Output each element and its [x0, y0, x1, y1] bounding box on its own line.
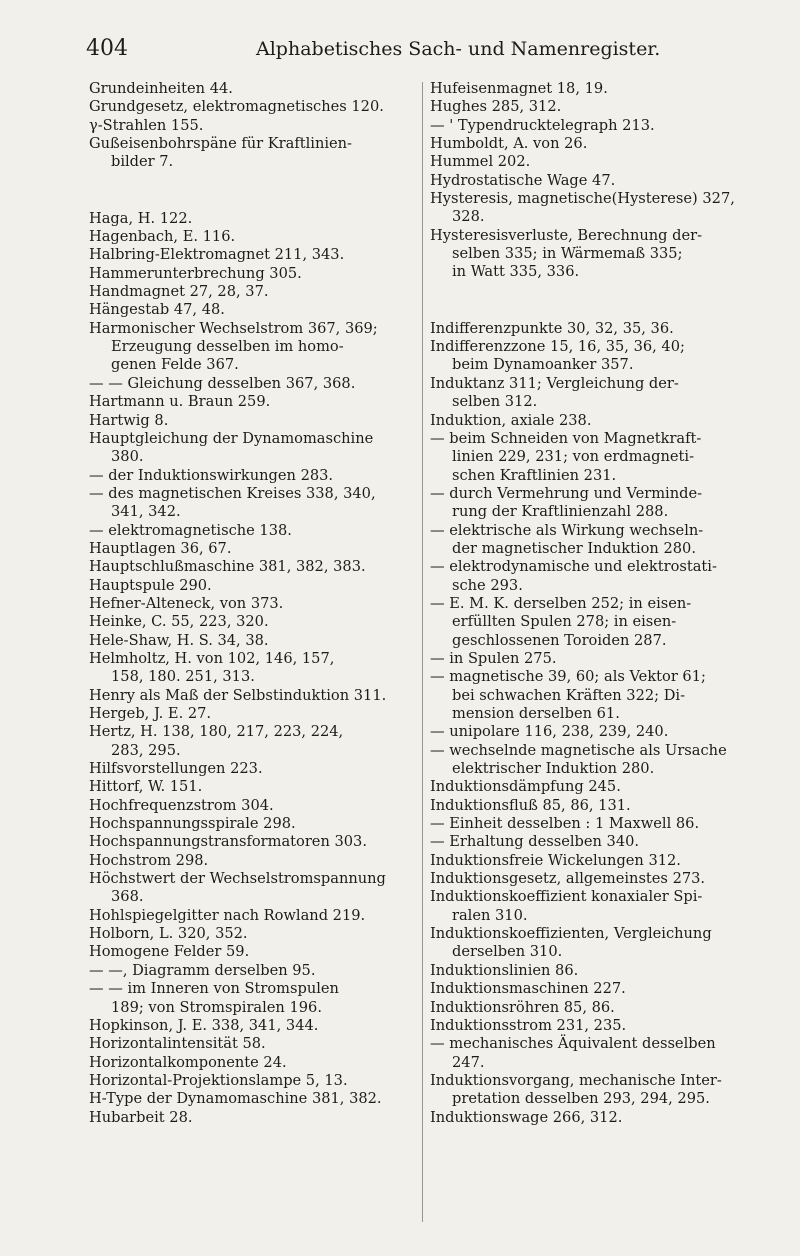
index-entry-continuation: 158, 180. 251, 313. [111, 668, 255, 686]
index-entry-line: Horizontalintensität 58. [89, 1035, 266, 1053]
index-entry-line: Induktionsgesetz, allgemeinstes 273. [430, 870, 706, 888]
index-entry [89, 1109, 419, 1127]
index-entry [430, 190, 770, 227]
index-entry [89, 301, 419, 319]
index-entry [430, 888, 770, 925]
index-entry-line: Induktionsdämpfung 245. [430, 778, 621, 796]
index-entry [430, 135, 770, 153]
index-entry [89, 228, 419, 246]
index-entry [89, 577, 419, 595]
index-entry-continuation: ralen 310. [452, 906, 528, 924]
index-entry-continuation: linien 229, 231; von erdmagneti- [452, 448, 695, 466]
index-entry-line: Hochspannungsspirale 298. [89, 815, 296, 833]
index-entry-line: Hysteresisverluste, Berechnung der- [430, 226, 703, 244]
index-entry [430, 80, 770, 98]
index-entry-line: Indifferenzzone 15, 16, 35, 36, 40; [430, 338, 685, 356]
index-entry-continuation: bilder 7. [111, 153, 174, 171]
index-entry-line: — beim Schneiden von Magnetkraft- [430, 429, 702, 447]
index-entry [430, 595, 770, 650]
index-entry [430, 430, 770, 485]
index-entry [89, 650, 419, 687]
index-entry [89, 980, 419, 1017]
index-entry [430, 227, 770, 282]
index-entry [430, 1072, 770, 1109]
index-entry-line: — —, Diagramm derselben 95. [89, 961, 316, 979]
index-entry [89, 1090, 419, 1108]
index-entry [89, 283, 419, 301]
index-entry [430, 833, 770, 851]
index-entry-line: Induktion, axiale 238. [430, 411, 592, 429]
index-entry-continuation: geschlossenen Toroiden 287. [452, 631, 667, 649]
index-entry [89, 117, 419, 135]
index-entry-line: Induktionslinien 86. [430, 961, 579, 979]
index-entry-line: — E. M. K. derselben 252; in eisen- [430, 594, 692, 612]
index-entry-line: — unipolare 116, 238, 239, 240. [430, 723, 669, 741]
index-entry-line: Induktionswage 266, 312. [430, 1108, 623, 1126]
index-entry [430, 852, 770, 870]
index-entry-continuation: 341, 342. [111, 503, 181, 521]
index-entry-line: Induktionskoeffizienten, Vergleichung [430, 925, 712, 943]
index-entry [89, 962, 419, 980]
index-entry [89, 1054, 419, 1072]
index-entry-line: Induktionsstrom 231, 235. [430, 1016, 627, 1034]
index-entry-line: — ' Typendrucktelegraph 213. [430, 116, 655, 134]
index-entry-line: Grundeinheiten 44. [89, 80, 233, 97]
index-entry-line: — wechselnde magnetische als Ursache [430, 741, 727, 759]
index-entry [89, 925, 419, 943]
index-entry [430, 375, 770, 412]
index-entry [89, 375, 419, 393]
index-entry-line: Hubarbeit 28. [89, 1108, 193, 1126]
index-entry [89, 687, 419, 705]
index-entry-line: Hefner-Alteneck, von 373. [89, 594, 284, 612]
index-entry-line: — in Spulen 275. [430, 649, 557, 667]
index-entry-line: — — Gleichung desselben 367, 368. [89, 374, 356, 392]
index-entry [430, 797, 770, 815]
index-entry-line: γ-Strahlen 155. [89, 116, 204, 134]
section-gap [430, 282, 770, 320]
index-entry [430, 117, 770, 135]
index-entry [89, 1017, 419, 1035]
index-entry [89, 412, 419, 430]
index-entry [89, 80, 419, 98]
page-number: 404 [86, 36, 128, 61]
index-entry [430, 815, 770, 833]
index-entry-continuation: 189; von Stromspiralen 196. [111, 998, 322, 1016]
index-entry [430, 153, 770, 171]
index-entry-line: Indifferenzpunkte 30, 32, 35, 36. [430, 319, 674, 337]
index-entry-line: Hagenbach, E. 116. [89, 228, 236, 246]
index-entry [430, 650, 770, 668]
index-entry [430, 925, 770, 962]
index-entry [89, 467, 419, 485]
index-entry [430, 962, 770, 980]
index-entry [430, 980, 770, 998]
index-entry-continuation: bei schwachen Kräften 322; Di- [452, 686, 686, 704]
index-entry-line: Halbring-Elektromagnet 211, 343. [89, 246, 345, 264]
index-entry-line: Horizontal-Projektionslampe 5, 13. [89, 1071, 348, 1089]
index-entry-line: Induktionsröhren 85, 86. [430, 998, 615, 1016]
index-entry [89, 393, 419, 411]
index-entry-line: Hartwig 8. [89, 411, 169, 429]
index-entry-line: Induktionsmaschinen 227. [430, 980, 626, 998]
index-entry [430, 172, 770, 190]
index-entry-continuation: pretation desselben 293, 294, 295. [452, 1090, 710, 1108]
index-entry [89, 705, 419, 723]
index-entry [89, 760, 419, 778]
running-title: Alphabetisches Sach- und Namenregister. [256, 38, 661, 60]
index-entry-line: Hilfsvorstellungen 223. [89, 760, 263, 778]
index-entry-line: Grundgesetz, elektromagnetisches 120. [89, 98, 384, 116]
index-entry-line: Homogene Felder 59. [89, 943, 250, 961]
index-entry-line: Haga, H. 122. [89, 209, 193, 227]
index-entry [89, 558, 419, 576]
index-entry-line: Helmholtz, H. von 102, 146, 157, [89, 649, 335, 667]
index-entry [89, 540, 419, 558]
index-entry [89, 632, 419, 650]
index-entry-line: Horizontalkomponente 24. [89, 1053, 287, 1071]
index-entry-line: Humboldt, A. von 26. [430, 135, 588, 153]
index-entry-line: Hertz, H. 138, 180, 217, 223, 224, [89, 723, 344, 741]
index-entry-line: Hohlspiegelgitter nach Rowland 219. [89, 906, 366, 924]
index-entry-continuation: erfüllten Spulen 278; in eisen- [452, 613, 677, 631]
index-entry [430, 412, 770, 430]
index-entry-line: — magnetische 39, 60; als Vektor 61; [430, 668, 706, 686]
index-entry [430, 668, 770, 723]
index-entry-line: Hauptspule 290. [89, 576, 212, 594]
index-entry-line: Hummel 202. [430, 153, 531, 171]
index-entry [89, 135, 419, 172]
index-entry-continuation: schen Kraftlinien 231. [452, 466, 617, 484]
index-entry [430, 1017, 770, 1035]
index-entry [89, 98, 419, 116]
index-entry-continuation: beim Dynamoanker 357. [452, 356, 634, 374]
index-entry [430, 558, 770, 595]
index-entry-line: Hauptschlußmaschine 381, 382, 383. [89, 558, 366, 576]
index-entry-line: Hochstrom 298. [89, 851, 209, 869]
index-entry-continuation: der magnetischer Induktion 280. [452, 539, 696, 557]
index-entry [89, 430, 419, 467]
index-entry-continuation: Erzeugung desselben im homo- [111, 338, 344, 356]
index-entry [89, 485, 419, 522]
index-entry-line: Hughes 285, 312. [430, 98, 562, 116]
column-divider [422, 82, 423, 1222]
index-entry [89, 907, 419, 925]
index-entry-continuation: 380. [111, 448, 144, 466]
index-entry-continuation: elektrischer Induktion 280. [452, 760, 655, 778]
index-entry [430, 778, 770, 796]
index-entry-line: — Erhaltung desselben 340. [430, 833, 640, 851]
index-entry [89, 778, 419, 796]
index-entry-line: Handmagnet 27, 28, 37. [89, 283, 269, 301]
index-entry [430, 742, 770, 779]
index-entry-line: — des magnetischen Kreises 338, 340, [89, 484, 376, 502]
index-entry [89, 870, 419, 907]
index-entry-continuation: 283, 295. [111, 741, 181, 759]
index-column-left [89, 80, 419, 1127]
index-entry-line: Gußeisenbohrspäne für Kraftlinien- [89, 135, 352, 153]
index-entry-line: Hydrostatische Wage 47. [430, 171, 616, 189]
index-entry-line: Hochspannungstransformatoren 303. [89, 833, 367, 851]
index-entry [430, 1035, 770, 1072]
index-entry-line: Hele-Shaw, H. S. 34, 38. [89, 631, 269, 649]
index-entry-continuation: 328. [452, 208, 485, 226]
index-entry [89, 852, 419, 870]
index-entry-line: Induktionsfluß 85, 86, 131. [430, 796, 631, 814]
index-entry [89, 613, 419, 631]
index-entry-line: Induktanz 311; Vergleichung der- [430, 374, 679, 392]
index-entry-continuation: selben 335; in Wärmemaß 335; [452, 245, 683, 263]
index-entry-line: — elektromagnetische 138. [89, 521, 292, 539]
index-entry [89, 1035, 419, 1053]
index-entry-line: Heinke, C. 55, 223, 320. [89, 613, 269, 631]
index-entry-line: Induktionsvorgang, mechanische Inter- [430, 1071, 722, 1089]
index-entry [89, 943, 419, 961]
index-entry-continuation: in Watt 335, 336. [452, 263, 580, 281]
index-entry-continuation: rung der Kraftlinienzahl 288. [452, 503, 669, 521]
index-entry-line: — elektrodynamische und elektrostati- [430, 558, 717, 576]
index-entry-line: Hängestab 47, 48. [89, 301, 225, 319]
index-entry-line: — durch Vermehrung und Verminde- [430, 484, 703, 502]
index-entry [430, 870, 770, 888]
index-entry-line: Hartmann u. Braun 259. [89, 393, 271, 411]
page-header [86, 36, 726, 62]
index-entry-line: Höchstwert der Wechselstromspannung [89, 870, 386, 888]
index-entry [89, 595, 419, 613]
index-entry-line: — der Induktionswirkungen 283. [89, 466, 334, 484]
index-entry-line: — Einheit desselben : 1 Maxwell 86. [430, 815, 700, 833]
index-entry [89, 265, 419, 283]
index-entry-line: Henry als Maß der Selbstinduktion 311. [89, 686, 387, 704]
index-entry [89, 723, 419, 760]
index-entry-continuation: mension derselben 61. [452, 705, 620, 722]
index-entry [89, 246, 419, 264]
index-entry-continuation: genen Felde 367. [111, 356, 239, 374]
index-entry [89, 522, 419, 540]
index-entry [430, 1109, 770, 1127]
index-entry-line: Hammerunterbrechung 305. [89, 264, 302, 282]
index-entry-line: — elektrische als Wirkung wechseln- [430, 521, 704, 539]
index-entry [430, 98, 770, 116]
index-entry-line: Induktionsfreie Wickelungen 312. [430, 851, 681, 869]
index-entry [89, 210, 419, 228]
section-gap [89, 172, 419, 210]
index-entry-line: Harmonischer Wechselstrom 367, 369; [89, 319, 378, 337]
index-entry-line: Holborn, L. 320, 352. [89, 925, 248, 943]
index-entry-line: — mechanisches Äquivalent desselben [430, 1035, 716, 1053]
index-entry [89, 833, 419, 851]
index-entry-line: Induktionskoeffizient konaxialer Spi- [430, 888, 703, 906]
index-entry-continuation: selben 312. [452, 393, 538, 411]
index-entry [430, 320, 770, 338]
index-entry-line: Hauptlagen 36, 67. [89, 539, 232, 557]
index-entry [89, 1072, 419, 1090]
index-entry-line: — — im Inneren von Stromspulen [89, 980, 339, 998]
index-entry [430, 723, 770, 741]
index-entry-continuation: derselben 310. [452, 943, 563, 961]
index-entry [430, 999, 770, 1017]
index-entry-line: Hittorf, W. 151. [89, 778, 203, 796]
index-entry-line: Hergeb, J. E. 27. [89, 705, 212, 722]
index-entry-line: Hufeisenmagnet 18, 19. [430, 80, 608, 97]
index-entry-continuation: 368. [111, 888, 144, 906]
index-entry-line: Hauptgleichung der Dynamomaschine [89, 429, 374, 447]
index-entry [430, 485, 770, 522]
index-entry-line: Hochfrequenzstrom 304. [89, 796, 274, 814]
index-entry-line: Hysteresis, magnetische(Hysterese) 327, [430, 190, 735, 208]
index-entry-continuation: 247. [452, 1053, 485, 1071]
index-entry [430, 338, 770, 375]
index-entry [430, 522, 770, 559]
index-entry [89, 797, 419, 815]
index-column-right [430, 80, 770, 1127]
index-entry [89, 320, 419, 375]
index-entry-continuation: sche 293. [452, 576, 523, 594]
index-entry-line: Hopkinson, J. E. 338, 341, 344. [89, 1016, 319, 1034]
index-entry [89, 815, 419, 833]
index-entry-line: H-Type der Dynamomaschine 381, 382. [89, 1090, 382, 1108]
